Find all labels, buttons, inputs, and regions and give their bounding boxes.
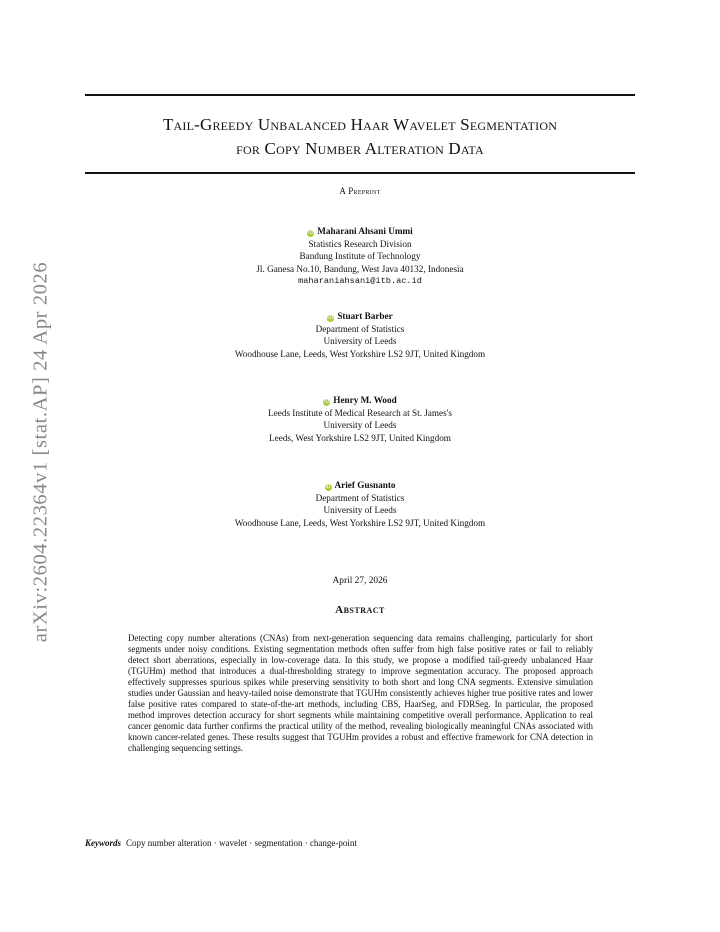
author-affiliation: Jl. Ganesa No.10, Bandung, West Java 40132, Indonesia (256, 263, 464, 274)
author-block-1 (0, 225, 720, 288)
title-rule-bottom (85, 172, 635, 174)
title-line-1: Tail-Greedy Unbalanced Haar Wavelet Segmentation (162, 115, 558, 134)
title-rule-top (85, 94, 635, 96)
author-affiliation: Bandung Institute of Technology (299, 251, 421, 262)
keywords-line (85, 838, 357, 848)
author-affiliation: Woodhouse Lane, Leeds, West Yorkshire LS2 9JT, United Kingdom (234, 517, 486, 528)
preprint-label: A Preprint (339, 186, 381, 196)
author-name: Arief Gusnanto (334, 480, 396, 490)
author-affiliation: University of Leeds (323, 420, 397, 431)
author-affiliation: Leeds, West Yorkshire LS2 9JT, United Kingdom (269, 432, 451, 443)
author-affiliation: University of Leeds (323, 505, 397, 516)
author-affiliation: Woodhouse Lane, Leeds, West Yorkshire LS2 9JT, United Kingdom (234, 348, 486, 359)
title-line-2: for Copy Number Alteration Data (236, 139, 484, 158)
author-block-4 (0, 479, 720, 529)
publication-date: April 27, 2026 (332, 576, 388, 586)
abstract-body: Detecting copy number alterations (CNAs) from next-generation sequencing data remains challenging, particularly for short segments under noisy conditions. Existing segmentation methods often suffer from high false positive rates or fail to reliably detect short aberrations, especially in low-coverage data. In this study, we propose a modified tail-greedy unbalanced Haar (TGUHm) method that introduces a dual-thresholding strategy to improve segmentation accuracy. The proposed approach effectively suppresses spurious spikes while preserving sensitivity to both short and long CNA segments. Extensive simulation studies under Gaussian and heavy-tailed noise demonstrate that TGUHm consistently achieves higher true positive rates and lower false positive rates compared to state-of-the-art methods, including CBS, HaarSeg, and FDRSeg. In particular, the proposed method improves detection accuracy for short segments while maintaining competitive overall performance. Application to real cancer genomic data further confirms the practical utility of the method, revealing biologically meaningful CNAs associated with known cancer-related genes. These results suggest that TGUHm provides a robust and effective framework for CNA detection in challenging sequencing settings. (128, 633, 593, 754)
author-block-2 (0, 310, 720, 360)
author-email[interactable]: maharaniahsani@itb.ac.id (298, 276, 422, 287)
author-affiliation: Statistics Research Division (308, 238, 412, 249)
author-affiliation: Leeds Institute of Medical Research at St. James's (268, 407, 452, 418)
author-affiliation: University of Leeds (323, 336, 397, 347)
keywords-label: Keywords (85, 838, 121, 848)
author-affiliation: Department of Statistics (315, 323, 405, 334)
orcid-icon[interactable]: iD (308, 229, 314, 236)
author-affiliation: Department of Statistics (315, 492, 405, 503)
author-name: Stuart Barber (337, 311, 393, 321)
orcid-icon[interactable]: iD (324, 398, 330, 405)
orcid-icon[interactable]: iD (328, 314, 334, 321)
arxiv-identifier: arXiv:2604.22364v1 [stat.AP] 24 Apr 2026 (29, 261, 52, 643)
paper-title (85, 113, 635, 161)
orcid-icon[interactable]: iD (325, 483, 331, 490)
keywords-text: Copy number alteration · wavelet · segmentation · change-point (126, 838, 357, 848)
abstract-heading: Abstract (335, 604, 385, 616)
author-name: Maharani Ahsani Ummi (317, 226, 413, 236)
author-name: Henry M. Wood (333, 395, 397, 405)
author-block-3 (0, 394, 720, 444)
